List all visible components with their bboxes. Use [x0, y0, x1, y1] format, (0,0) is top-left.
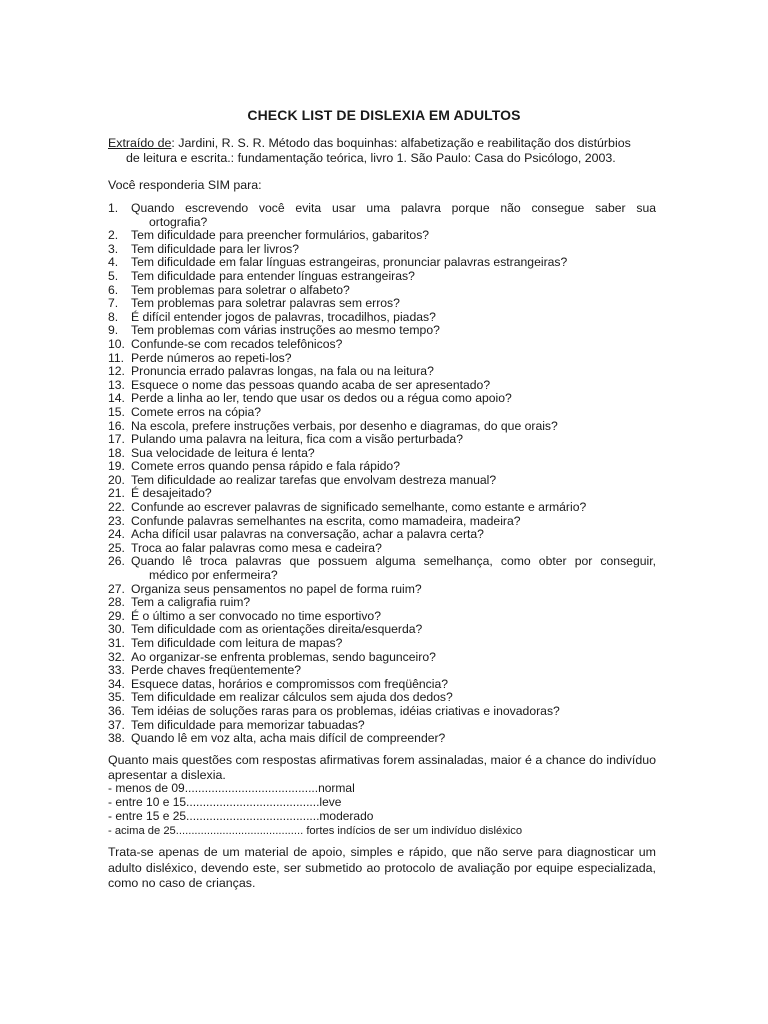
- question-text: Tem problemas para soletrar palavras sem erros?: [131, 296, 400, 311]
- question-text: Tem problemas com várias instruções ao mesmo tempo?: [131, 323, 440, 338]
- question-body: [131, 270, 656, 284]
- question-number: 2.: [108, 228, 119, 243]
- question-body: [131, 623, 656, 637]
- question-number: 35.: [108, 690, 125, 705]
- question-body: [131, 256, 656, 270]
- question-text: Quando lê em voz alta, acha mais difícil de compreender?: [131, 731, 446, 746]
- question-item: [108, 284, 656, 298]
- question-number: 34.: [108, 676, 125, 691]
- question-number: 38.: [108, 731, 125, 746]
- question-text: Tem dificuldade para memorizar tabuadas?: [131, 717, 365, 732]
- question-item: [108, 528, 656, 542]
- question-number: 13.: [108, 377, 125, 392]
- question-body: [131, 732, 656, 746]
- question-item: [108, 637, 656, 651]
- question-text: Pronuncia errado palavras longas, na fala ou na leitura?: [131, 364, 434, 379]
- question-item: [108, 447, 656, 461]
- question-text: Acha difícil usar palavras na conversação, achar a palavra certa?: [131, 527, 484, 542]
- question-item: [108, 229, 656, 243]
- question-item: [108, 596, 656, 610]
- question-text: Tem dificuldade para ler livros?: [131, 241, 299, 256]
- question-number: 37.: [108, 717, 125, 732]
- score-scale-item: - entre 10 e 15........................................leve: [108, 795, 342, 810]
- question-number: 17.: [108, 432, 125, 447]
- question-item: [108, 365, 656, 379]
- question-item: [108, 406, 656, 420]
- question-number: 15.: [108, 404, 125, 419]
- question-text: Tem dificuldade em realizar cálculos sem ajuda dos dedos?: [131, 690, 453, 705]
- question-body: [131, 610, 656, 624]
- question-text: Tem dificuldade para entender línguas estrangeiras?: [131, 268, 415, 283]
- score-scale: [108, 781, 656, 838]
- question-number: 30.: [108, 622, 125, 637]
- question-body: [131, 460, 656, 474]
- question-text: Tem dificuldade em falar línguas estrangeiras, pronunciar palavras estrangeiras?: [131, 255, 568, 270]
- question-body: [131, 406, 656, 420]
- question-number: 25.: [108, 540, 125, 555]
- question-number: 29.: [108, 608, 125, 623]
- citation-line-2: de leitura e escrita.: fundamentação teórica, livro 1. São Paulo: Casa do Psicólogo, 2003.: [126, 151, 616, 165]
- question-text-continuation: ortografia?: [149, 214, 208, 229]
- question-body: [131, 705, 656, 719]
- question-text: Organiza seus pensamentos no papel de forma ruim?: [131, 581, 422, 596]
- question-number: 23.: [108, 513, 125, 528]
- citation-lead: Extraído de: [108, 136, 172, 150]
- question-number: 3.: [108, 241, 119, 256]
- question-number: 20.: [108, 472, 125, 487]
- score-scale-item: - acima de 25......................................... fortes indícios de ser um indivíduo disléxico: [108, 824, 523, 837]
- question-body: [131, 379, 656, 393]
- question-text: Troca ao falar palavras como mesa e cadeira?: [131, 540, 382, 555]
- question-number: 36.: [108, 703, 125, 718]
- question-text: Esquece datas, horários e compromissos com freqüência?: [131, 676, 449, 691]
- question-body: [131, 664, 656, 678]
- question-text: Confunde palavras semelhantes na escrita, como mamadeira, madeira?: [131, 513, 521, 528]
- question-number: 31.: [108, 636, 125, 650]
- question-text: Na escola, prefere instruções verbais, por desenho e diagramas, do que orais?: [131, 418, 558, 433]
- question-text: Tem idéias de soluções raras para os problemas, idéias criativas e inovadoras?: [131, 703, 560, 718]
- question-body: [131, 651, 656, 665]
- question-body: [131, 420, 656, 434]
- question-text: Confunde-se com recados telefônicos?: [131, 336, 343, 351]
- question-body: [131, 311, 656, 325]
- question-number: 7.: [108, 296, 119, 311]
- question-body: [131, 596, 656, 610]
- score-scale-item: - entre 15 e 25........................................moderado: [108, 809, 374, 824]
- question-number: 11.: [108, 350, 125, 365]
- question-item: [108, 583, 656, 597]
- question-text: Tem dificuldade com leitura de mapas?: [131, 636, 343, 650]
- question-text: Tem dificuldade para preencher formulários, gabaritos?: [131, 228, 430, 243]
- question-item: [108, 515, 656, 529]
- question-number: 16.: [108, 418, 125, 433]
- question-body: [131, 433, 656, 447]
- question-item: [108, 555, 656, 582]
- question-text: Ao organizar-se enfrenta problemas, sendo bagunceiro?: [131, 649, 436, 664]
- score-scale-item: - menos de 09........................................normal: [108, 781, 355, 795]
- page-title: CHECK LIST DE DISLEXIA EM ADULTOS: [247, 107, 521, 123]
- question-text: Perde números ao repeti-los?: [131, 350, 292, 365]
- question-body: [131, 338, 656, 352]
- question-body: [131, 528, 656, 542]
- question-text: Perde a linha ao ler, tendo que usar os dedos ou a régua como apoio?: [131, 391, 512, 406]
- question-number: 28.: [108, 595, 125, 610]
- question-number: 32.: [108, 649, 125, 664]
- question-body: [131, 243, 656, 257]
- question-item: [108, 338, 656, 352]
- question-item: [108, 243, 656, 257]
- question-item: [108, 610, 656, 624]
- citation: [108, 136, 656, 166]
- question-body: [131, 284, 656, 298]
- question-text: Quando lê troca palavras que possuem alguma semelhança, como obter por conseguir,: [131, 554, 656, 569]
- question-item: [108, 705, 656, 719]
- question-item: [108, 433, 656, 447]
- question-number: 8.: [108, 309, 119, 324]
- question-text: Perde chaves freqüentemente?: [131, 663, 302, 678]
- intro-text: Você responderia SIM para:: [108, 178, 262, 192]
- question-number: 27.: [108, 581, 125, 596]
- question-item: [108, 623, 656, 637]
- question-body: [131, 447, 656, 461]
- question-body: [131, 324, 656, 338]
- question-body: [131, 542, 656, 556]
- question-number: 33.: [108, 663, 125, 678]
- question-item: [108, 379, 656, 393]
- question-number: 5.: [108, 268, 119, 283]
- question-body: [131, 555, 656, 582]
- question-item: [108, 501, 656, 515]
- question-number: 19.: [108, 459, 125, 474]
- question-item: [108, 311, 656, 325]
- question-item: [108, 202, 656, 229]
- question-body: [131, 637, 656, 651]
- question-body: [131, 515, 656, 529]
- question-number: 18.: [108, 445, 125, 460]
- question-text: Comete erros quando pensa rápido e fala rápido?: [131, 459, 400, 474]
- question-body: [131, 487, 656, 501]
- question-number: 24.: [108, 527, 125, 542]
- question-text: Pulando uma palavra na leitura, fica com a visão perturbada?: [131, 432, 463, 447]
- question-text: É o último a ser convocado no time esportivo?: [131, 608, 381, 623]
- question-item: [108, 664, 656, 678]
- question-list: [108, 202, 656, 746]
- summary-text: Quanto mais questões com respostas afirmativas forem assinaladas, maior é a chance do indivíduo apresentar a dislexia.: [108, 753, 656, 782]
- question-item: [108, 324, 656, 338]
- question-item: [108, 542, 656, 556]
- question-number: 9.: [108, 323, 119, 338]
- question-body: [131, 365, 656, 379]
- question-item: [108, 256, 656, 270]
- question-body: [131, 691, 656, 705]
- question-number: 22.: [108, 500, 125, 515]
- question-text: Quando escrevendo você evita usar uma palavra porque não consegue saber sua: [131, 201, 656, 215]
- question-body: [131, 202, 656, 229]
- question-text: Comete erros na cópia?: [131, 404, 262, 419]
- question-number: 4.: [108, 255, 119, 270]
- question-number: 10.: [108, 336, 125, 351]
- question-number: 26.: [108, 554, 125, 569]
- question-item: [108, 651, 656, 665]
- question-body: [131, 229, 656, 243]
- question-body: [131, 297, 656, 311]
- question-item: [108, 487, 656, 501]
- question-text: É desajeitado?: [131, 486, 212, 501]
- question-number: 6.: [108, 282, 119, 297]
- question-item: [108, 691, 656, 705]
- question-text: Tem problemas para soletrar o alfabeto?: [131, 282, 350, 297]
- question-number: 12.: [108, 364, 125, 379]
- question-item: [108, 297, 656, 311]
- question-text: Tem dificuldade ao realizar tarefas que envolvam destreza manual?: [131, 472, 497, 487]
- question-item: [108, 719, 656, 733]
- question-number: 1.: [108, 201, 119, 215]
- question-item: [108, 460, 656, 474]
- question-text: Confunde ao escrever palavras de significado semelhante, como estante e armário?: [131, 500, 587, 515]
- question-item: [108, 270, 656, 284]
- question-number: 21.: [108, 486, 125, 501]
- question-item: [108, 392, 656, 406]
- question-item: [108, 352, 656, 366]
- question-text: É difícil entender jogos de palavras, trocadilhos, piadas?: [131, 309, 436, 324]
- question-text: Esquece o nome das pessoas quando acaba de ser apresentado?: [131, 377, 491, 392]
- disclaimer-note: Trata-se apenas de um material de apoio, simples e rápido, que não serve para diagnosticar um adulto disléxico, devendo este, ser submetido ao protocolo de avaliação por equipe especializada, como no caso de crianças.: [108, 845, 656, 890]
- question-body: [131, 583, 656, 597]
- question-text: Tem dificuldade com as orientações direita/esquerda?: [131, 622, 423, 637]
- question-body: [131, 678, 656, 692]
- question-item: [108, 420, 656, 434]
- question-body: [131, 352, 656, 366]
- question-body: [131, 392, 656, 406]
- question-text-continuation: médico por enfermeira?: [149, 568, 278, 583]
- question-item: [108, 732, 656, 746]
- question-text: Sua velocidade de leitura é lenta?: [131, 445, 315, 460]
- question-body: [131, 719, 656, 733]
- citation-line-1: : Jardini, R. S. R. Método das boquinhas: alfabetização e reabilitação dos distúrbios: [171, 136, 631, 150]
- question-text: Tem a caligrafia ruim?: [131, 595, 251, 610]
- question-item: [108, 678, 656, 692]
- question-body: [131, 501, 656, 515]
- question-number: 14.: [108, 391, 125, 406]
